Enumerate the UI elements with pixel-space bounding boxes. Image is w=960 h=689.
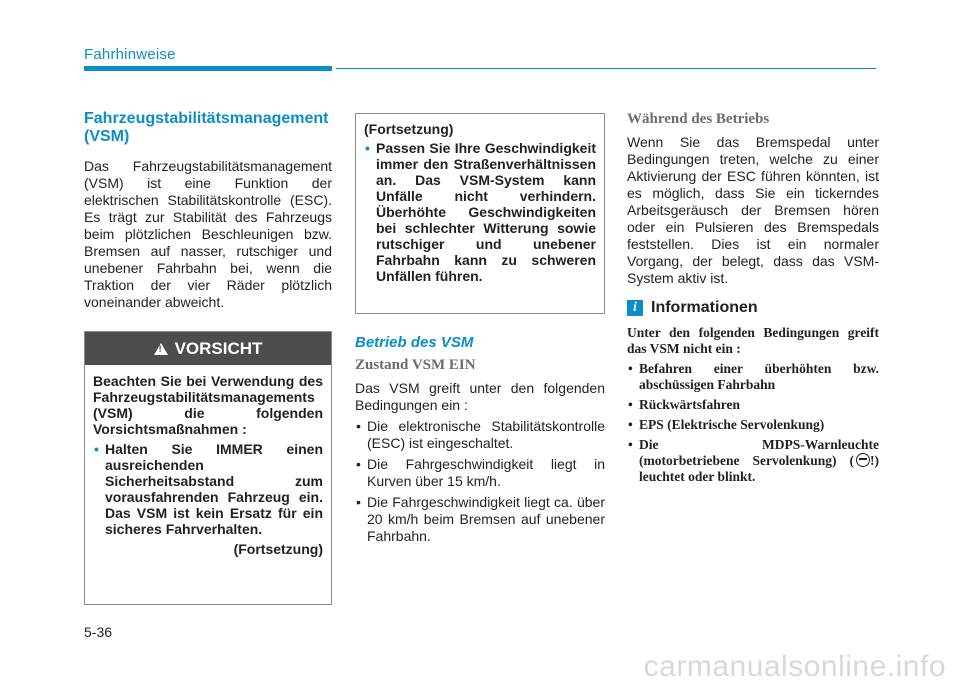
operation-subhead: Zustand VSM EIN (355, 357, 476, 373)
list-item: • EPS (Elektrische Servolenkung) (627, 417, 879, 433)
operation-title: Betrieb des VSM (355, 334, 474, 351)
continued-label: (Fortsetzung) (364, 121, 454, 137)
caution-heading: VORSICHT (174, 338, 263, 358)
info-title: Informationen (651, 299, 758, 316)
caution-body (85, 365, 331, 557)
info-intro: Unter den folgenden Bedingungen greift das VSM nicht ein : (627, 325, 879, 356)
caution-header (85, 332, 331, 365)
caution-continued: (Fortsetzung) (233, 541, 323, 557)
during-paragraph: Wenn Sie das Bremspedal unter Bedingungen treten, welche zu einer Aktivierung der ESC führen könnten, ist es möglich, dass Sie ein tickerndes Arbeitsgeräusch der Bremsen hören oder ein Pulsieren des Bremspedals feststellen. Dies ist ein normaler Vorgang, der belegt, dass das VSM-System aktiv ist. (627, 134, 879, 286)
list-item: • Die Fahrgeschwindigkeit liegt ca. über 20 km/h beim Bremsen auf unebener Fahrbahn. (355, 494, 605, 545)
list-item: • Die elektronische Stabilitätskontrolle (ESC) ist eingeschaltet. (355, 418, 605, 452)
section-title-vsm: Fahrzeugstabilitätsmanagement (VSM) (84, 110, 329, 145)
vsm-description: Das Fahrzeugstabilitätsmanagement (VSM) ist eine Funktion der elektrischen Stabilitätskontrolle (ESC). Es trägt zur Stabilität des Fahrzeugs beim plötzlichen Beschleunigen bzw. Bremsen auf nasser, rutschiger und unebener Fahrbahn bei, wenn die Traktion der vier Räder plötzlich voneinander abweicht. (84, 158, 332, 310)
section-header: Fahrhinweise (84, 46, 176, 63)
mdps-icon-mark: ! (870, 453, 875, 468)
caution-intro: Beachten Sie bei Verwendung des Fahrzeugstabilitätsmanagements (VSM) die folgenden Vorsichtsmaßnahmen : (93, 373, 323, 437)
list-item: • Befahren einer überhöhten bzw. abschüssigen Fahrbahn (627, 361, 879, 393)
list-item (627, 437, 879, 485)
column-3 (627, 111, 879, 485)
page-number: 5-36 (84, 624, 113, 640)
column-1 (84, 110, 332, 311)
operation-section (355, 334, 605, 545)
operation-intro: Das VSM greift unter den folgenden Bedingungen ein : (355, 380, 605, 413)
info-title-row (627, 299, 879, 317)
continued-bullet: • Passen Sie Ihre Geschwindigkeit immer den Straßenverhältnissen an. Das VSM-System kann Unfälle nicht verhindern. Überhöhte Geschwindigkeiten bei schlechter Witterung sowie rutschiger und unebener Fahrbahn kann zu schweren Unfällen führen. (364, 140, 596, 284)
header-rule-thin (336, 68, 876, 69)
steering-warning-icon (856, 453, 870, 467)
caution-bullet: • Halten Sie IMMER einen ausreichenden Sicherheitsabstand zum vorausfahrenden Fahrzeug ein. Das VSM ist kein Ersatz für ein sicheres Fahrverhalten. (93, 441, 323, 537)
continued-warning-box (355, 113, 605, 314)
list-item: • Rückwärtsfahren (627, 397, 879, 413)
watermark: carmanualsonline.info (643, 650, 946, 683)
mdps-text-pre: Die MDPS-Warnleuchte (motorbetriebene Servolenkung) ( (639, 437, 879, 468)
warning-triangle-icon (154, 343, 168, 355)
mdps-text-post: ) leuchtet oder blinkt. (639, 453, 879, 484)
list-item: • Die Fahrgeschwindigkeit liegt in Kurven über 15 km/h. (355, 456, 605, 490)
info-icon: i (627, 300, 643, 316)
during-subhead: Während des Betriebs (627, 111, 770, 127)
header-rule-thick (84, 66, 332, 71)
caution-box (84, 331, 332, 605)
